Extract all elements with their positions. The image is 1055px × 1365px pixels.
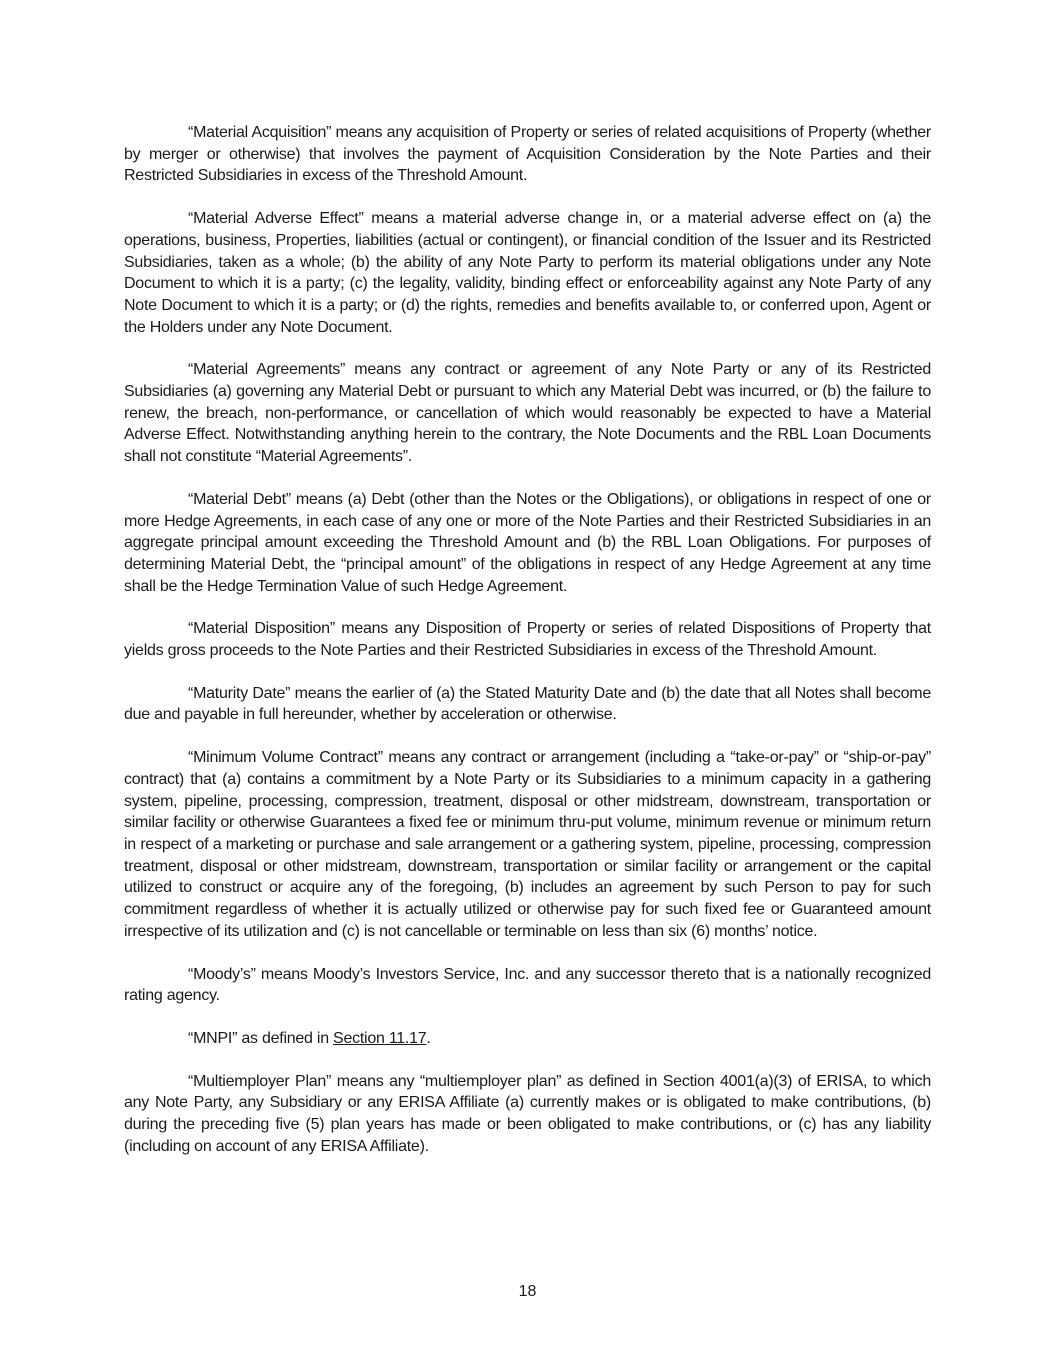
defined-term: “Material Agreements” <box>188 361 346 379</box>
defined-term: “MNPI” <box>188 1029 238 1047</box>
definition-material-debt <box>124 489 931 598</box>
page-number: 18 <box>518 1283 537 1300</box>
defined-term: “Maturity Date” <box>188 684 291 702</box>
definition-text: means a material adverse change in, or a material adverse effect on (a) the operations, business, Properties, liabilities (actual or contingent), or financial condition of the Issuer and its Restricted Subsidiaries, taken as a whole; (b) the ability of any Note Party to perform its material obligations under any Note Document to which it is a party; (c) the legality, validity, binding effect or enforceability against any Note Party of any Note Document to which it is a party; or (d) the rights, remedies and benefits available to, or conferred upon, Agent or the Holders under any Note Document. <box>124 210 932 336</box>
defined-term: “Moody’s” <box>188 965 256 983</box>
definition-text: as defined in <box>237 1029 334 1047</box>
definition-text: means (a) Debt (other than the Notes or the Obligations), or obligations in respect of one or more Hedge Agreements, in each case of any one or more of the Note Parties and their Restricted Subsidiaries in an aggregate principal amount exceeding the Threshold Amount and (b) the RBL Loan Obligations. For purposes of determining Material Debt, the “principal amount” of the obligations in respect of any Hedge Agreement at any time shall be the Hedge Termination Value of such Hedge Agreement. <box>124 490 932 595</box>
definition-text: means any “multiemployer plan” as defined in Section 4001(a)(3) of ERISA, to which any Note Party, any Subsidiary or any ERISA Affiliate (a) currently makes or is obligated to make contributions, (b) during the preceding five (5) plan years has made or been obligated to make contributions, or (c) has any liability (including on account of any ERISA Affiliate). <box>124 1072 931 1155</box>
definition-material-agreements <box>124 359 931 468</box>
definition-text: means any Disposition of Property or series of related Dispositions of Property that yields gross proceeds to the Note Parties and their Restricted Subsidiaries in excess of the Threshold Amount. <box>124 620 932 660</box>
definition-moodys <box>124 964 931 1007</box>
defined-term: “Material Debt” <box>188 490 291 508</box>
definition-text-tail: . <box>426 1029 431 1047</box>
defined-term: “Multiemployer Plan” <box>188 1072 332 1090</box>
definition-material-disposition <box>124 618 931 661</box>
defined-term: “Minimum Volume Contract” <box>188 749 383 767</box>
document-body <box>124 122 931 1178</box>
definition-material-acquisition <box>124 122 931 187</box>
section-cross-reference-link[interactable]: Section 11.17 <box>333 1029 427 1047</box>
definition-material-adverse-effect <box>124 208 931 338</box>
definition-multiemployer-plan <box>124 1071 931 1158</box>
definition-text: means Moody’s Investors Service, Inc. and any successor thereto that is a nationally recognized rating agency. <box>124 965 931 1005</box>
defined-term: “Material Acquisition” <box>188 124 332 141</box>
definition-mnpi <box>124 1028 931 1050</box>
definition-minimum-volume-contract <box>124 747 931 942</box>
definition-text: means the earlier of (a) the Stated Maturity Date and (b) the date that all Notes shall become due and payable in full hereunder, whether by acceleration or otherwise. <box>124 684 932 724</box>
definition-text: means any contract or agreement of any Note Party or any of its Restricted Subsidiaries (a) governing any Material Debt or pursuant to which any Material Debt was incurred, or (b) the failure to renew, the breach, non-performance, or cancellation of which would reasonably be expected to have a Material Adverse Effect. Notwithstanding anything herein to the contrary, the Note Documents and the RBL Loan Documents shall not constitute “Material Agreements”. <box>124 361 932 466</box>
definition-text: means any contract or arrangement (including a “take-or-pay” or “ship-or-pay” contract) that (a) contains a commitment by a Note Party or its Subsidiaries to a minimum capacity in a gathering system, pipeline, processing, compression, treatment, disposal or other midstream, downstream, transportation or similar facility or otherwise Guarantees a fixed fee or minimum thru-put volume, minimum revenue or minimum return in respect of a marketing or purchase and sale arrangement or a gathering system, pipeline, processing, compression treatment, disposal or other midstream, downstream, transportation or similar facility or arrangement or the capital utilized to construct or acquire any of the foregoing, (b) includes an agreement by such Person to pay for such commitment regardless of whether it is actually utilized or otherwise pay for such fixed fee or Guaranteed amount irrespective of its utilization and (c) is not cancellable or terminable on less than six (6) months’ notice. <box>124 749 931 940</box>
defined-term: “Material Disposition” <box>188 620 335 638</box>
definition-maturity-date <box>124 683 931 726</box>
defined-term: “Material Adverse Effect” <box>188 210 364 228</box>
definition-text: means any acquisition of Property or series of related acquisitions of Property (whether by merger or otherwise) that involves the payment of Acquisition Consideration by the Note Parties and their Restricted Subsidiaries in excess of the Threshold Amount. <box>124 124 932 185</box>
